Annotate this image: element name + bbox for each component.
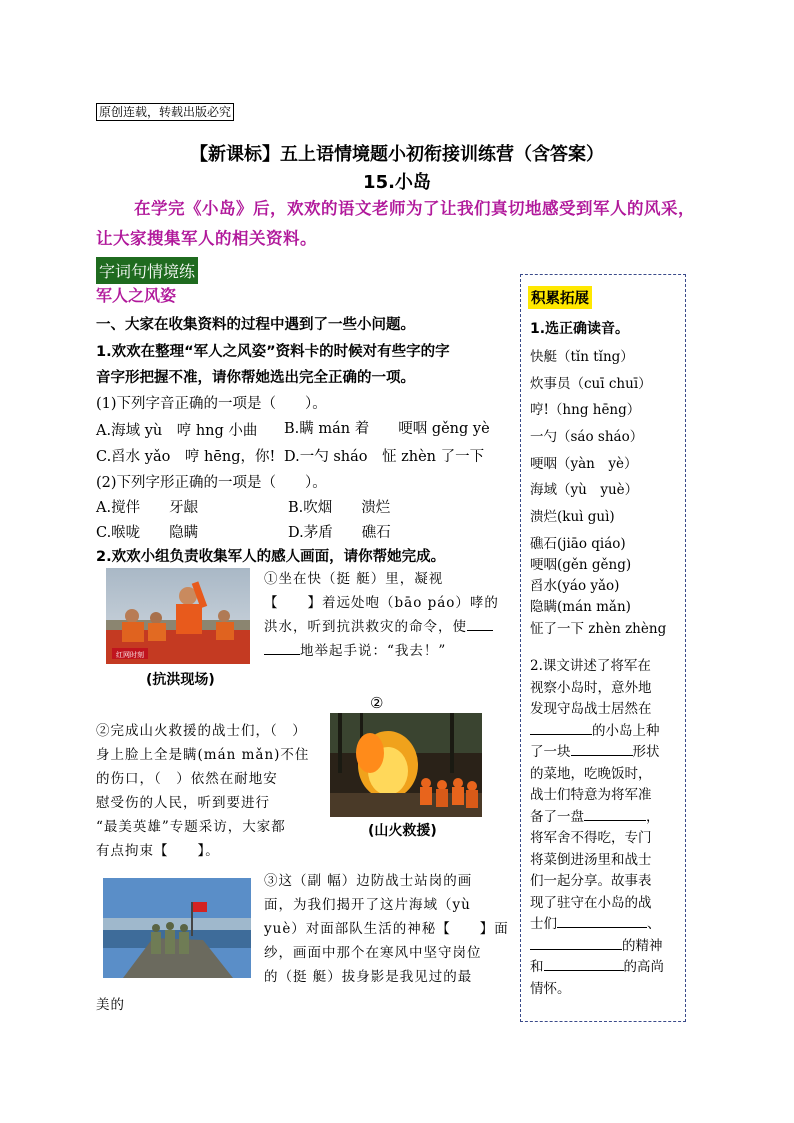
q2-line: 现了驻守在小岛的战 xyxy=(530,894,652,911)
q1b-stem: (2)下列字形正确的一项是（ ）。 xyxy=(96,475,327,491)
pinyin-item[interactable]: 一勺（sáo sháo） xyxy=(530,429,644,445)
answer-blank[interactable] xyxy=(544,970,624,971)
q2-line: 发现守岛战士居然在 xyxy=(530,701,652,717)
fire-rescue-photo xyxy=(330,713,482,817)
pinyin-item[interactable]: 哼!（hng hēng） xyxy=(530,402,641,418)
q1a-stem: (1)下列字音正确的一项是（ ）。 xyxy=(96,396,327,412)
pinyin-item[interactable]: 快艇（tǐn tǐng） xyxy=(530,349,634,365)
section-title: 军人之风姿 xyxy=(96,286,177,305)
pinyin-item[interactable]: 炊事员（cuī chuī） xyxy=(530,376,652,392)
q1b-option-a[interactable]: A.搅伴 牙龈 xyxy=(96,500,199,516)
q2-line xyxy=(530,957,680,979)
q2-line: 将菜倒进汤里和战士 xyxy=(530,851,652,868)
q2-line: 战士们特意为将军准 xyxy=(530,787,652,803)
scene3-line: 纱，画面中那个在寒风中坚守岗位 xyxy=(264,945,482,961)
q1b-option-b[interactable]: B.吹烟 溃烂 xyxy=(288,500,391,516)
photo-badge: 红网时刻 xyxy=(116,651,144,659)
q2-line: 的菜地，吃晚饭时， xyxy=(530,765,652,782)
intro-paragraph: 在学完《小岛》后，欢欢的语文老师为了让我们真切地感受到军人的风采，让大家搜集军人的相关资料。 xyxy=(96,199,695,248)
q2-line-text: 了一块 xyxy=(530,744,571,760)
pinyin-item[interactable]: 哽咽(gěn gěng) xyxy=(530,557,632,573)
q2-line-text: 和 xyxy=(530,959,544,975)
scene2-marker: ② xyxy=(370,694,384,712)
answer-blank[interactable] xyxy=(530,949,622,950)
fire-caption: (山火救援) xyxy=(368,823,437,839)
answer-blank[interactable] xyxy=(467,630,493,631)
q2-line xyxy=(530,721,680,743)
q2-line: 们一起分享。故事表 xyxy=(530,873,652,889)
pinyin-item[interactable]: 礁石(jiāo qiáo) xyxy=(530,536,626,552)
lesson-title: 15.小岛 xyxy=(363,172,431,193)
scene1-line xyxy=(264,615,510,639)
q1-line2: 音字形把握不准，请你帮她选出完全正确的一项。 xyxy=(96,370,415,386)
answer-blank[interactable] xyxy=(557,927,647,928)
q1-line1: 1.欢欢在整理“军人之风姿”资料卡的时候对有些字的字 xyxy=(96,344,450,360)
flood-caption: (抗洪现场) xyxy=(146,672,215,688)
section-tag: 字词句情境练 xyxy=(96,257,198,284)
copyright-stamp: 原创连载，转载出版必究 xyxy=(96,103,234,121)
answer-blank[interactable] xyxy=(571,755,633,756)
q2-line-text: 士们 xyxy=(530,916,557,932)
scene2-line: 慰受伤的人民，听到要进行 xyxy=(96,795,270,811)
scene2-line: 身上脸上全是瞒(mán mǎn)不住 xyxy=(96,747,310,763)
part1-heading: 一、大家在收集资料的过程中遇到了一些小问题。 xyxy=(96,317,415,333)
scene2-text xyxy=(96,719,324,863)
scene2-line: 的伤口，（ ）依然在耐地安 xyxy=(96,771,278,787)
q2-line xyxy=(530,936,680,958)
scene3-line: 面，为我们揭开了这片海域（yù xyxy=(264,897,471,913)
page-title: 【新课标】五上语情境题小初衔接训练营（含答案） xyxy=(190,144,604,165)
scene2-line: “最美英雄”专题采访，大家都 xyxy=(96,819,286,835)
q2-line: 将军舍不得吃，专门 xyxy=(530,830,652,846)
scene3-line-end: 美的 xyxy=(96,997,125,1013)
scene1-line: 【 】着远处咆（bāo páo）哮的 xyxy=(264,595,499,611)
q2-line: 士们 、 xyxy=(530,916,661,932)
q2-line: 备了一盘 ， xyxy=(530,808,660,825)
q2-line-text: 备了一盘 xyxy=(530,808,584,825)
scene3-line: 的（挺 艇）拔身影是我见过的最 xyxy=(264,969,473,985)
q2-line-text: 的精神 xyxy=(622,937,663,954)
q2-line-text: 的高尚 xyxy=(623,959,664,975)
pinyin-item[interactable]: 溃烂(kuì guì) xyxy=(530,509,615,525)
pinyin-item[interactable]: 舀水(yáo yǎo) xyxy=(530,578,620,594)
border-guard-photo xyxy=(103,878,251,978)
q2-heading: 2.欢欢小组负责收集军人的感人画面，请你帮她完成。 xyxy=(96,549,446,565)
q1a-option-d[interactable]: D.一勺 sháo 怔 zhèn 了一下 xyxy=(284,449,485,465)
q1b-option-c[interactable]: C.喉咙 隐瞒 xyxy=(96,525,199,541)
pinyin-item[interactable]: 隐瞒(mán mǎn) xyxy=(530,599,631,615)
scene3-text xyxy=(264,869,510,989)
q1a-option-c[interactable]: C.舀水 yǎo 哼 hēng，你! xyxy=(96,449,276,465)
scene2-line: 有点拘束【 】。 xyxy=(96,843,220,859)
scene3-line: ③这（副 幅）边防战士站岗的画 xyxy=(264,873,473,889)
flood-rescue-photo xyxy=(106,568,250,664)
q1a-option-a[interactable]: A.海域 yù 哼 hng 小曲 xyxy=(96,423,258,439)
pinyin-item[interactable]: 海域（yù yuè） xyxy=(530,482,639,498)
scene1-line: ①坐在快（挺 艇）里，凝视 xyxy=(264,571,444,587)
scene1-line-text: 地举起手说：“我去！” xyxy=(300,643,447,659)
answer-blank[interactable] xyxy=(264,654,300,655)
sidebar-q1: 1.选正确读音。 xyxy=(530,321,630,337)
sidebar-q2 xyxy=(530,656,680,1000)
scene1-line-text: 洪水，听到抗洪救灾的命令，使 xyxy=(264,619,467,635)
answer-blank[interactable] xyxy=(584,820,646,821)
scene1-text xyxy=(264,567,510,663)
q2-line xyxy=(530,742,680,764)
q2-line: 2.课文讲述了将军在 xyxy=(530,658,651,674)
pinyin-item[interactable]: 怔了一下 zhèn zhèng xyxy=(530,621,667,637)
q2-line-text: 形状 xyxy=(632,744,660,760)
q1a-option-b[interactable]: B.瞒 mán 着 哽咽 gěng yè xyxy=(284,421,490,437)
answer-blank[interactable] xyxy=(530,734,592,735)
scene1-line xyxy=(264,639,510,663)
q2-line-text: 的小岛上种 xyxy=(592,722,660,739)
q2-line: 情怀。 xyxy=(530,980,571,997)
scene3-line: yuè）对面部队生活的神秘【 】面 xyxy=(264,921,509,937)
scene2-line: ②完成山火救援的战士们，（ ） xyxy=(96,723,307,739)
sidebar-title: 积累拓展 xyxy=(528,286,592,309)
q1b-option-d[interactable]: D.茅盾 礁石 xyxy=(288,525,391,541)
q2-line: 视察小岛时，意外地 xyxy=(530,679,652,696)
pinyin-item[interactable]: 哽咽（yàn yè） xyxy=(530,456,638,472)
